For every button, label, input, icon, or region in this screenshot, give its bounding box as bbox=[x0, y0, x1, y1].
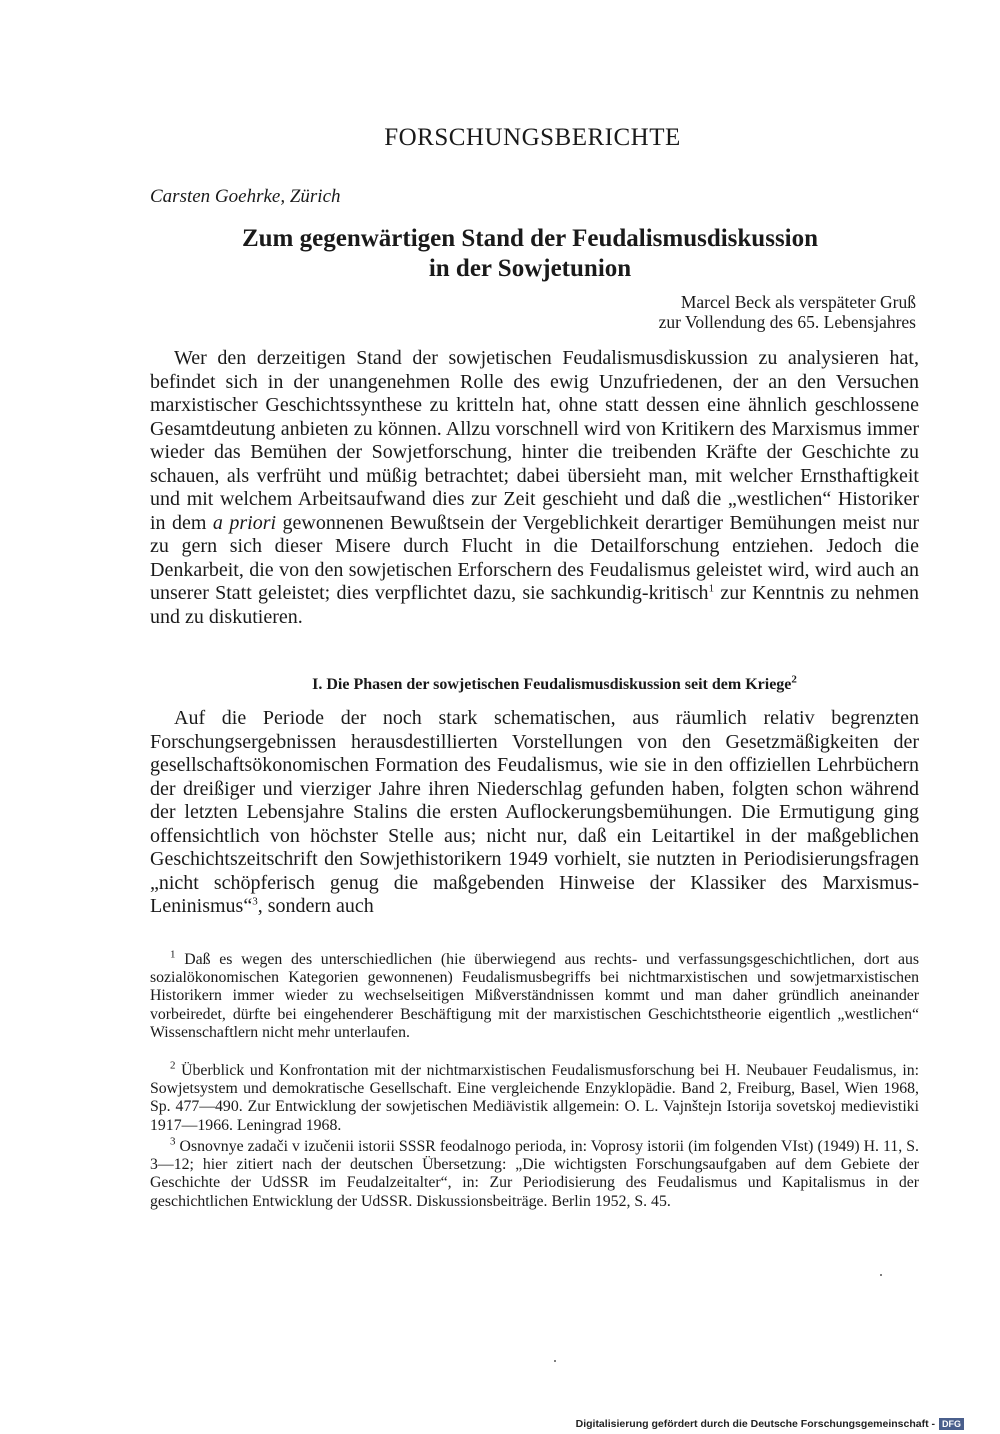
footnote-ref-2[interactable]: 2 bbox=[791, 673, 797, 686]
article-title-line: Zum gegenwärtigen Stand der Feudalismusdiskussion bbox=[241, 225, 819, 252]
footnote-text: Daß es wegen des unterschiedlichen (hie überwiegend aus rechts- und verfassungsgeschichtlichen, dort aus sozialökonomischen Kategorien gewonnenen) Feudalismusbegriffs bei nichtmarxistischen und sowjetmarxistischen Historikern immer wieder zu wechselseitigen Mißverständnissen kommt und man daher gründlich aneinander vorbeiredet, dürfte bei eingehenderer Beschäftigung mit der marxistischen Geschichtstheorie eigentlich „westlichen“ Wissenschaftlern nicht mehr unterlaufen. bbox=[150, 951, 919, 1041]
dedication-line: zur Vollendung des 65. Lebensjahres bbox=[658, 312, 916, 332]
main-text: Auf die Periode der noch stark schematischen, aus räumlich relativ begrenzten Forschungsergebnissen herausdestillierten Vorstellungen von den Gesetzmäßigkeiten der gesellschaftsökonomischen Formation des Feudalismus, wie sie in den offiziellen Lehrbüchern der dreißiger und vierziger Jahre ihren Niederschlag gefunden haben, folgten schon während der letzten Lebensjahre Stalins die ersten Auflockerungsbemühungen. Die Ermutigung ging offensichtlich von höchster Stelle aus; nicht nur, daß ein Leitartikel in der maßgeblichen Geschichtszeitschrift den Sowjethistorikern 1949 vorhielt, sie nutzten in Periodisierungsfragen „nicht schöpferisch genug die maßgebenden Hinweise der Klassiker des Marxismus-Leninismus“ bbox=[150, 707, 919, 917]
footnote-number: 1 bbox=[170, 948, 176, 961]
footnote-2 bbox=[150, 1059, 919, 1135]
scan-speck bbox=[554, 1360, 556, 1362]
section-heading bbox=[150, 673, 919, 694]
section-heading-text: I. Die Phasen der sowjetischen Feudalismusdiskussion seit dem Kriege bbox=[312, 676, 792, 693]
footnote-text: Überblick und Konfrontation mit der nichtmarxistischen Feudalismusforschung bei H. Neubauer Feudalismus, in: Sowjetsystem und demokratische Gesellschaft. Eine vergleichende Enzyklopädie. Band 2, Freiburg, Basel, Wien 1968, Sp. 477—490. Zur Entwicklung der sowjetischen Mediävistik allgemein: O. L. Vajnštejn Istorija sovetskoj medievistiki 1917—1966. Leningrad 1968. bbox=[150, 1062, 919, 1134]
footnote-number: 3 bbox=[170, 1135, 176, 1148]
main-text-end: , sondern auch bbox=[257, 895, 374, 917]
footnote-3 bbox=[150, 1135, 919, 1211]
intro-paragraph bbox=[150, 347, 919, 629]
author-line: Carsten Goehrke, Zürich bbox=[150, 186, 341, 207]
footnote-number: 2 bbox=[170, 1059, 176, 1072]
intro-text-continued: gewonnenen Bewußtsein der Vergeblichkeit derartiger Bemühungen meist nur zu gern sich dieser Misere durch Flucht in die Detailforschung entziehen. Jedoch die Denkarbeit, die von den sowjetischen Erforschern des Feudalismus geleistet wird, wird auch an unserer Statt geleistet; dies verpflichtet dazu, sie sachkundig-kritisch bbox=[150, 511, 920, 604]
footer-text: Digitalisierung gefördert durch die Deutsche Forschungsgemeinschaft - bbox=[575, 1418, 935, 1430]
section-title: FORSCHUNGSBERICHTE bbox=[384, 124, 681, 151]
digitization-footer bbox=[576, 1418, 964, 1430]
intro-italic-phrase: a priori bbox=[212, 511, 277, 534]
article-title-line: in der Sowjetunion bbox=[428, 255, 632, 282]
article-title bbox=[200, 224, 860, 284]
intro-text: Wer den derzeitigen Stand der sowjetischen Feudalismusdiskussion zu analysieren hat, befindet sich in der unangenehmen Rolle des ewig Unzufriedenen, der an den Versuchen marxistischer Geschichtssynthese zu kritteln hat, ohne statt dessen eine ähnlich geschlossene Gesamtdeutung anbieten zu können. Allzu vorschnell wird von Kritikern des Marxismus immer wieder das Bemühen der Sowjetforschung, hinter die treibenden Kräfte der Geschichte zu schauen, als verfrüht und müßig betrachtet; dabei übersieht man, mit welcher Ernsthaftigkeit und mit welchem Arbeitsaufwand dies zur Zeit geschieht und daß die „westlichen“ Historiker in dem bbox=[150, 347, 919, 534]
intro-text-end: zur Kenntnis zu nehmen und zu diskutieren. bbox=[150, 582, 919, 628]
footnote-ref-3[interactable]: 3 bbox=[252, 895, 258, 908]
dfg-logo-icon: DFG bbox=[939, 1418, 964, 1430]
main-paragraph bbox=[150, 707, 919, 919]
dedication-line: Marcel Beck als verspäteter Gruß bbox=[680, 292, 916, 312]
dedication bbox=[659, 292, 916, 332]
scan-speck bbox=[880, 1274, 882, 1276]
footnote-text: Osnovnye zadači v izučenii istorii SSSR feodalnogo perioda, in: Voprosy istorii (im folgenden VIst) (1949) H. 11, S. 3—12; hier zitiert nach der deutschen Übersetzung: „Die wichtigsten Forschungsaufgaben auf dem Gebiete der Geschichte der UdSSR im Feudalzeitalter“, in: Zur Periodisierung des Feudalismus und Kapitalismus in der geschichtlichen Entwicklung der UdSSR. Diskussionsbeiträge. Berlin 1952, S. 45. bbox=[150, 1138, 919, 1210]
footnote-ref-1[interactable]: 1 bbox=[708, 582, 715, 595]
footnote-1 bbox=[150, 948, 919, 1042]
